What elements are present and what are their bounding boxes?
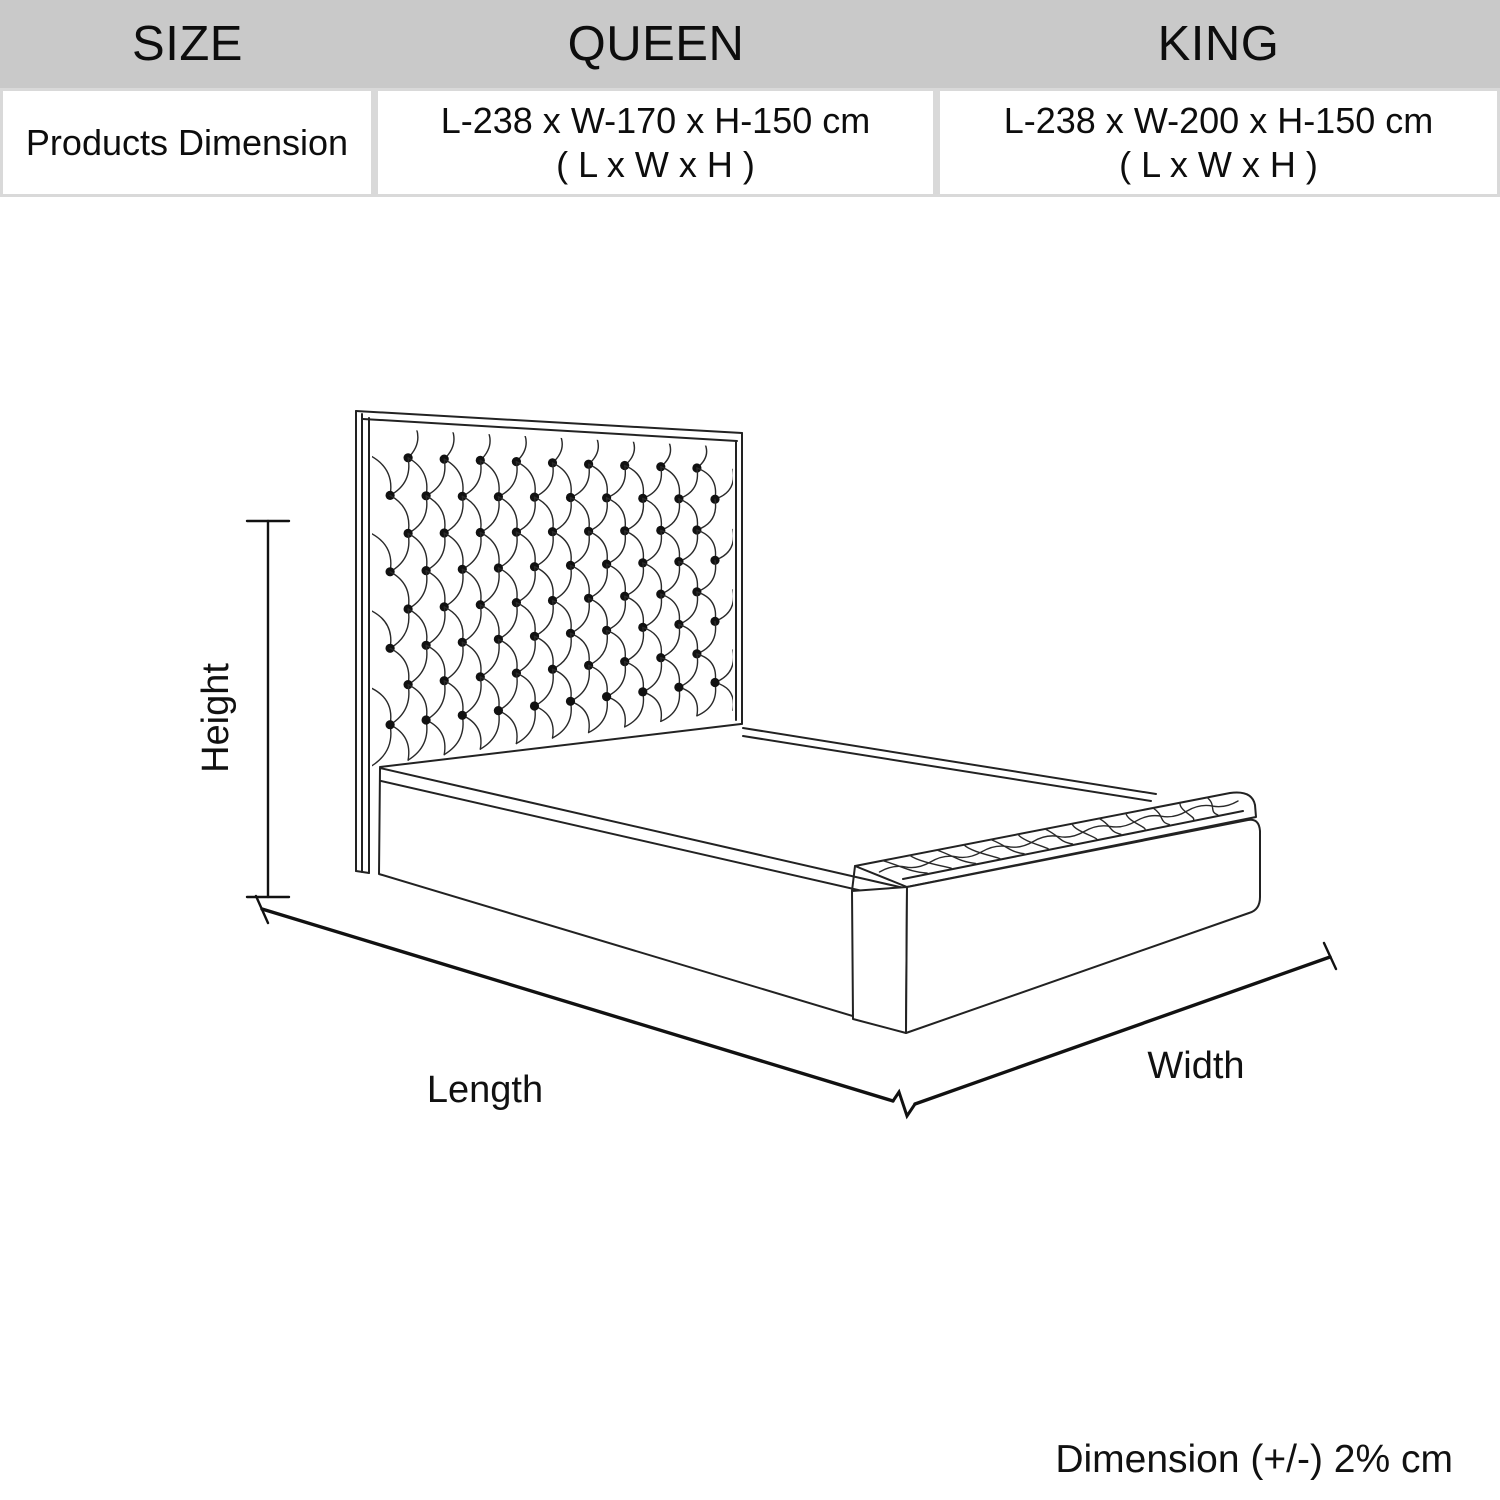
row-label-cell: Products Dimension [3,91,371,194]
footboard [852,793,1260,1034]
length-label: Length [426,1069,544,1111]
width-label: Width [1147,1045,1245,1087]
tolerance-note: Dimension (+/-) 2% cm [1055,1438,1453,1481]
header-cell-size: SIZE [132,17,243,71]
height-label: Height [195,663,237,773]
headboard-tufted-pattern [372,420,734,765]
queen-dimensions-line2: ( L x W x H ) [556,143,755,185]
queen-dimensions-line1: L-238 x W-170 x H-150 cm [440,99,871,141]
header-cell-queen: QUEEN [567,17,745,71]
height-dimension-line [247,521,289,897]
king-dimensions-line1: L-238 x W-200 x H-150 cm [1003,99,1434,141]
king-dimensions-line2: ( L x W x H ) [1119,143,1318,185]
header-cell-king: KING [1157,17,1280,71]
